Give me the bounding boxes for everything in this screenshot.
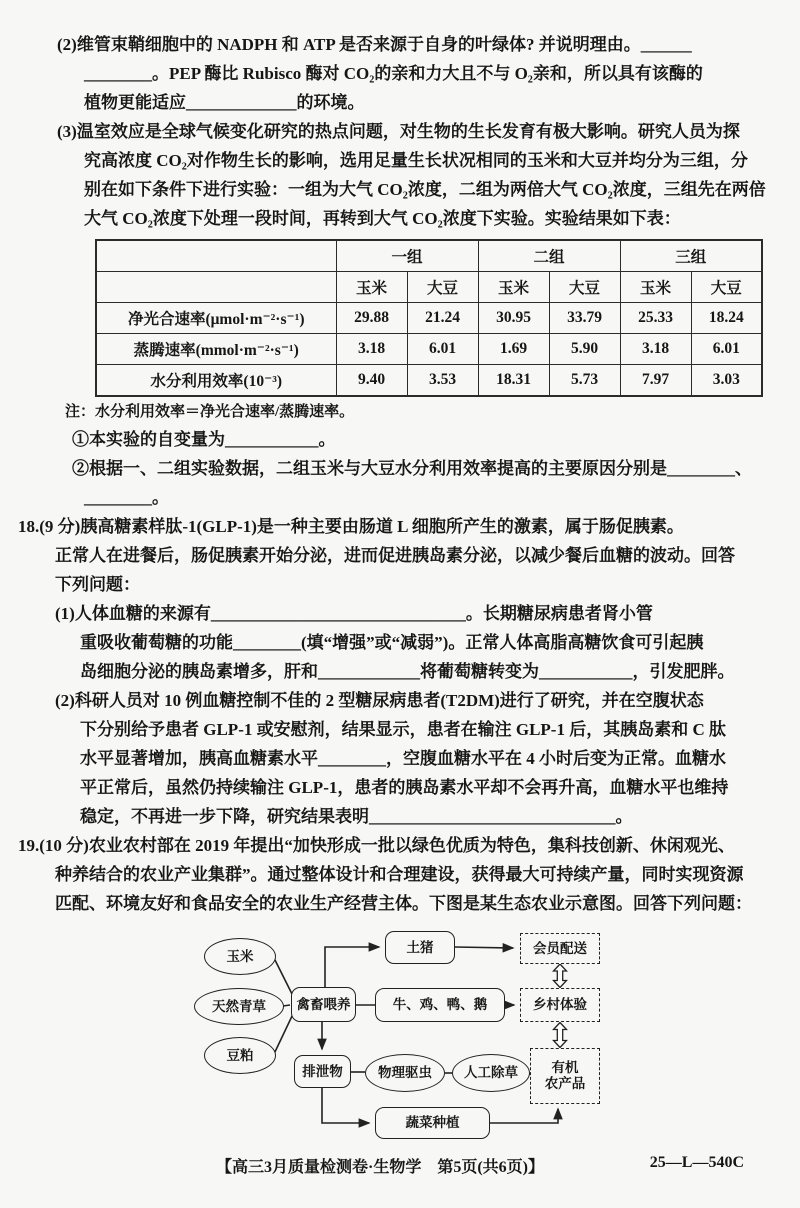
table-cell: 3.18 — [336, 334, 407, 365]
question-part3-block — [0, 117, 800, 512]
node-manual-weeding: 人工除草 — [452, 1054, 530, 1092]
table-corner-cell — [96, 240, 336, 272]
node-vegetable-planting: 蔬菜种植 — [375, 1107, 490, 1139]
table-group-header-row — [96, 240, 762, 272]
table-sub-header-row — [96, 272, 762, 303]
row-label: 净光合速率(μmol·m⁻²·s⁻¹) — [96, 303, 336, 334]
table-note: 注：水分利用效率＝净光合速率/蒸腾速率。 — [65, 404, 355, 420]
row-label: 水分利用效率(10⁻³) — [96, 365, 336, 397]
text-line: 种养结合的农业产业集群”。通过整体设计和合理建设，获得最大可持续产量，同时实现资源 — [55, 865, 744, 884]
table-cell: 30.95 — [478, 303, 549, 334]
node-member-delivery: 会员配送 — [520, 933, 600, 964]
page-footer — [0, 1154, 800, 1180]
text-line: (3)温室效应是全球气候变化研究的热点问题，对生物的生长发育有极大影响。研究人员为探 — [57, 122, 740, 141]
node-livestock-feeding: 禽畜喂养 — [291, 987, 356, 1022]
node-soybean-meal: 豆粕 — [204, 1037, 276, 1074]
table-cell: 3.18 — [620, 334, 691, 365]
table-cell: 9.40 — [336, 365, 407, 397]
text-line: ①本实验的自变量为___________。 — [72, 430, 336, 449]
table-corner-cell — [96, 272, 336, 303]
table-cell: 7.97 — [620, 365, 691, 397]
text-line: ________。PEP 酶比 Rubisco 酶对 CO₂的亲和力大且不与 O₂亲和，所以具有该酶的 — [84, 64, 703, 83]
table-cell: 33.79 — [549, 303, 620, 334]
text-line: 正常人在进餐后，肠促胰素开始分泌，进而促进胰岛素分泌，以减少餐后血糖的波动。回答 — [55, 546, 735, 565]
footer-code: 25—L—540C — [649, 1154, 744, 1171]
group-header: 二组 — [478, 240, 620, 272]
text-line: 18.(9 分)胰高糖素样肽-1(GLP-1)是一种主要由肠道 L 细胞所产生的激素，属于肠促胰素。 — [18, 517, 684, 536]
table-cell: 25.33 — [620, 303, 691, 334]
table-cell: 29.88 — [336, 303, 407, 334]
table-cell: 5.73 — [549, 365, 620, 397]
text-line: 植物更能适应_____________的环境。 — [84, 93, 365, 112]
text-line: 下列问题： — [55, 575, 140, 594]
ecology-diagram — [180, 918, 620, 1148]
table-row — [96, 334, 762, 365]
col-header: 大豆 — [407, 272, 478, 303]
text-line: 别在如下条件下进行实验：一组为大气 CO₂浓度，二组为两倍大气 CO₂浓度，三组先在两倍 — [84, 180, 766, 199]
col-header: 大豆 — [691, 272, 762, 303]
table-row — [96, 365, 762, 397]
organic-products-label-line1: 有机 — [551, 1060, 579, 1076]
text-line: 大气 CO₂浓度下处理一段时间，再转到大气 CO₂浓度下实验。实验结果如下表： — [84, 209, 681, 228]
text-line: 稳定，不再进一步下降，研究结果表明_____________________________。 — [80, 807, 633, 826]
text-line: ________。 — [84, 488, 169, 507]
col-header: 玉米 — [478, 272, 549, 303]
question-18-block — [0, 512, 800, 831]
col-header: 玉米 — [336, 272, 407, 303]
table-cell: 3.03 — [691, 365, 762, 397]
table-cell: 6.01 — [407, 334, 478, 365]
node-natural-grass: 天然青草 — [194, 988, 284, 1025]
table-cell: 18.31 — [478, 365, 549, 397]
node-cattle-chicken-duck-goose: 牛、鸡、鸭、鹅 — [375, 988, 505, 1022]
text-line: (2)科研人员对 10 例血糖控制不佳的 2 型糖尿病患者(T2DM)进行了研究，并在空腹状态 — [55, 691, 704, 710]
text-line: 水平显著增加，胰高血糖素水平________，空腹血糖水平在 4 小时后变为正常。血糖水 — [80, 749, 726, 768]
row-label: 蒸腾速率(mmol·m⁻²·s⁻¹) — [96, 334, 336, 365]
text-line: 究高浓度 CO₂对作物生长的影响，选用足量生长状况相同的玉米和大豆并均分为三组，分 — [84, 151, 748, 170]
text-line: 平正常后，虽然仍持续输注 GLP-1，患者的胰岛素水平却不会再升高，血糖水平也维持 — [80, 778, 729, 797]
table-cell: 3.53 — [407, 365, 478, 397]
group-header: 一组 — [336, 240, 478, 272]
text-line: (1)人体血糖的来源有______________________________。长期糖尿病患者肾小管 — [55, 604, 653, 623]
node-native-pig: 土猪 — [385, 931, 455, 964]
text-line: (2)维管束鞘细胞中的 NADPH 和 ATP 是否来源于自身的叶绿体? 并说明理由。______ — [57, 35, 692, 54]
text-line: 匹配、环境友好和食品安全的农业生产经营主体。下图是某生态农业示意图。回答下列问题： — [55, 894, 752, 913]
experiment-results-table — [95, 239, 763, 397]
node-rural-experience: 乡村体验 — [520, 988, 600, 1022]
table-cell: 6.01 — [691, 334, 762, 365]
col-header: 玉米 — [620, 272, 691, 303]
table-row — [96, 303, 762, 334]
table-cell: 21.24 — [407, 303, 478, 334]
text-line: 19.(10 分)农业农村部在 2019 年提出“加快形成一批以绿色优质为特色，集科技创新、休闲观光、 — [18, 836, 735, 855]
node-organic-products — [530, 1048, 600, 1104]
table-cell: 5.90 — [549, 334, 620, 365]
organic-products-label-line2: 农产品 — [544, 1076, 586, 1091]
node-physical-pest-control: 物理驱虫 — [365, 1054, 445, 1092]
footer-title: 【高三3月质量检测卷·生物学 第5页(共6页)】 — [216, 1159, 544, 1176]
table-cell: 1.69 — [478, 334, 549, 365]
table-cell: 18.24 — [691, 303, 762, 334]
text-line: 下分别给予患者 GLP-1 或安慰剂，结果显示，患者在输注 GLP-1 后，其胰岛素和 C 肽 — [80, 720, 726, 739]
col-header: 大豆 — [549, 272, 620, 303]
question-part2-block — [0, 30, 800, 117]
text-line: 岛细胞分泌的胰岛素增多，肝和____________将葡萄糖转变为___________，引发肥胖。 — [80, 662, 735, 681]
text-line: ②根据一、二组实验数据，二组玉米与大豆水分利用效率提高的主要原因分别是________、 — [72, 459, 752, 478]
node-corn: 玉米 — [204, 938, 276, 975]
group-header: 三组 — [620, 240, 762, 272]
question-19-block — [0, 831, 800, 918]
node-excrement: 排泄物 — [294, 1055, 351, 1088]
text-line: 重吸收葡萄糖的功能________(填“增强”或“减弱”)。正常人体高脂高糖饮食可引起胰 — [80, 633, 704, 652]
